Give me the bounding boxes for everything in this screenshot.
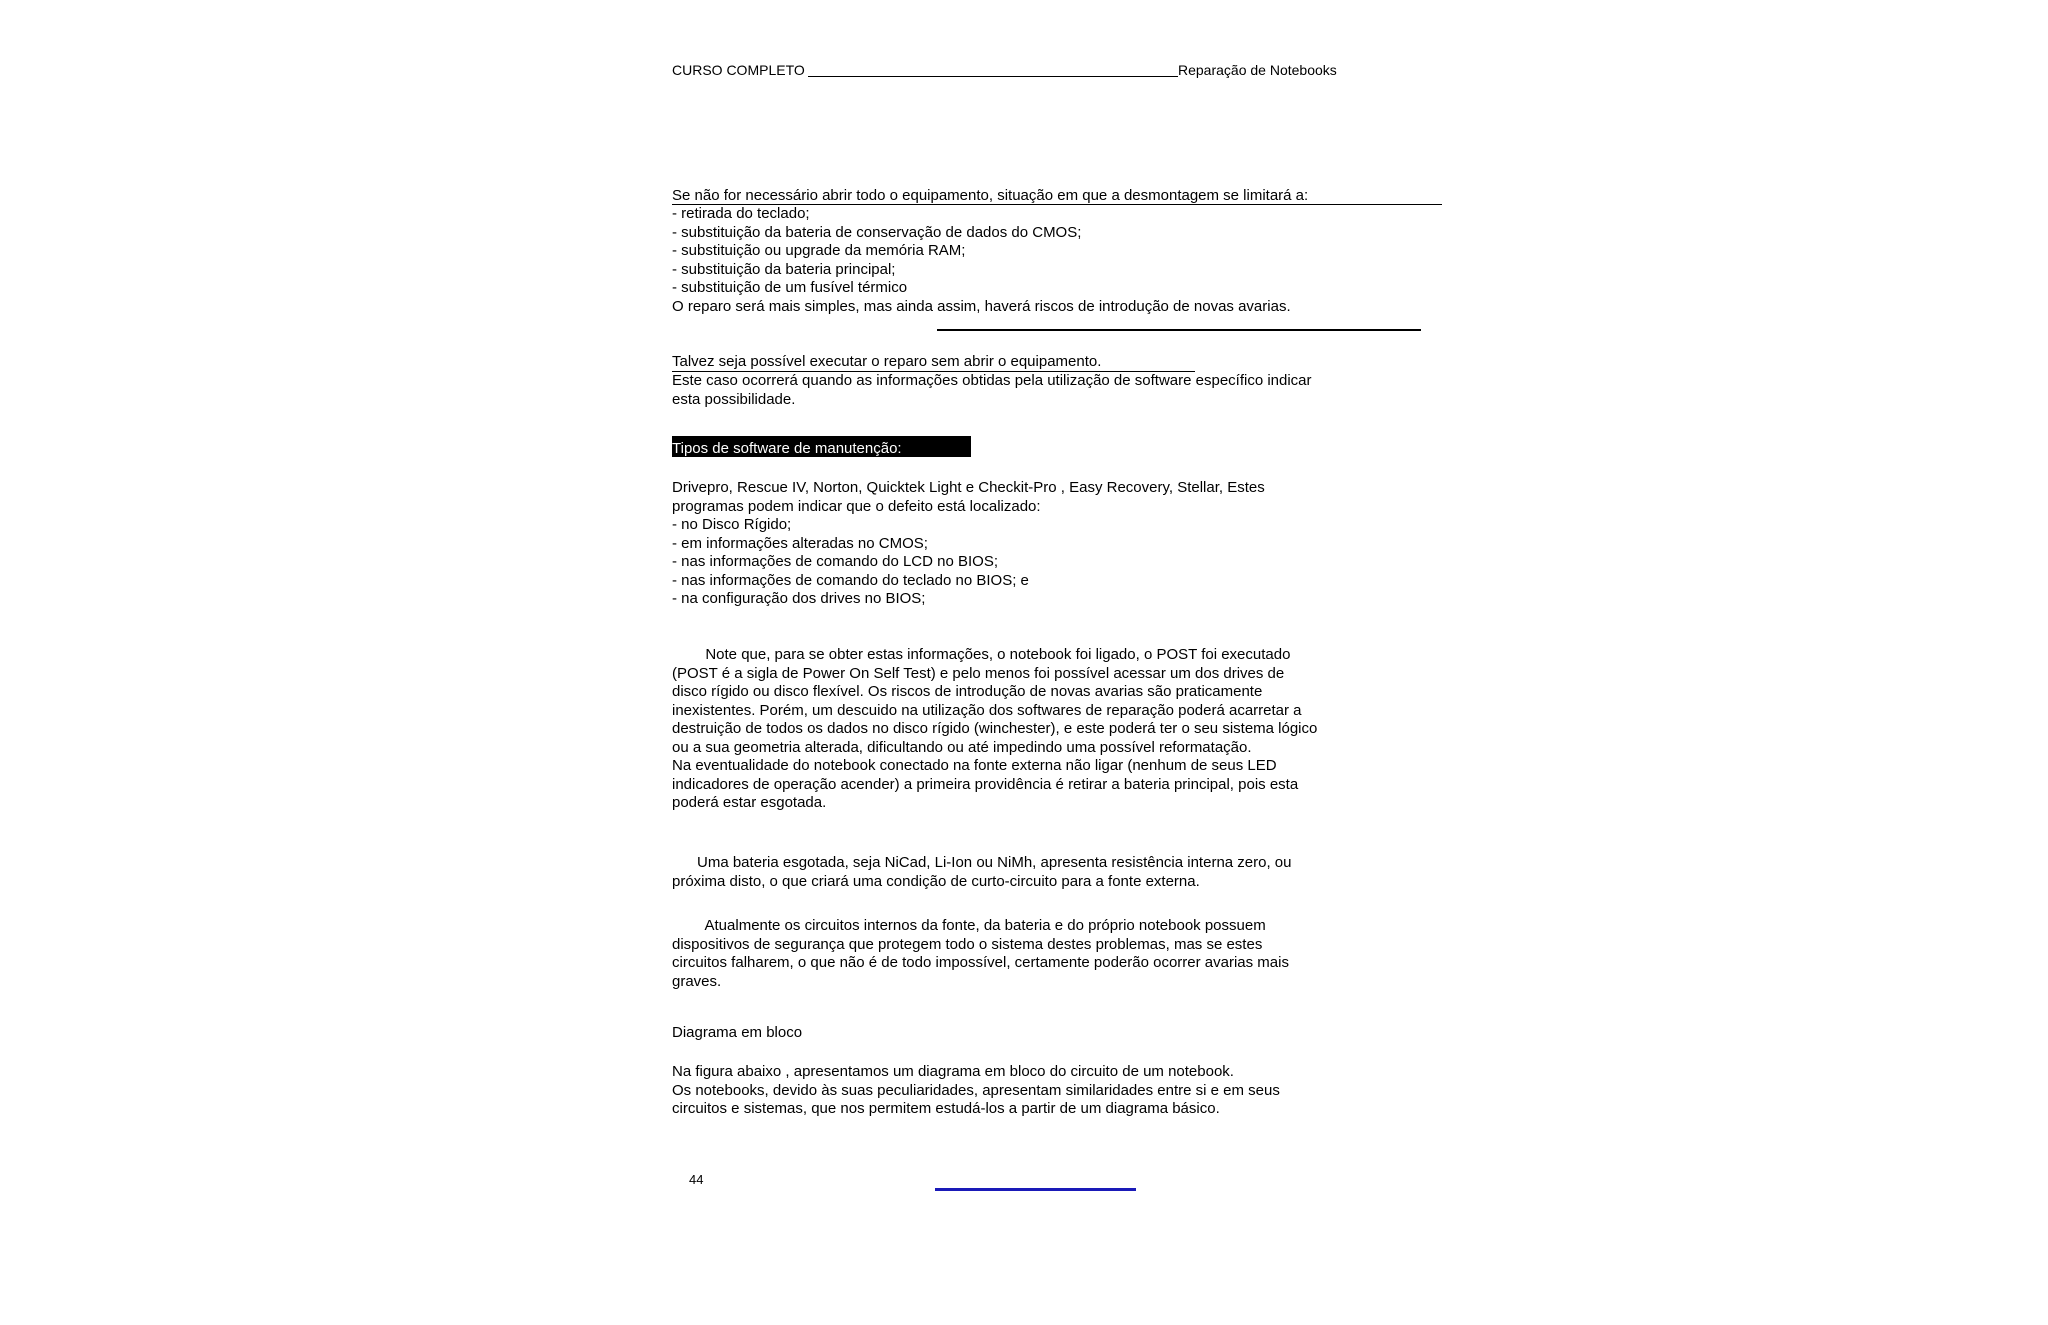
header-rule	[808, 76, 1178, 77]
page-number: 44	[689, 1172, 704, 1187]
section1-item: - substituição ou upgrade da memória RAM;	[672, 242, 966, 259]
note-paragraph-line: Na eventualidade do notebook conectado na fonte externa não ligar (nenhum de seus LED	[672, 757, 1277, 774]
footer-rule	[935, 1188, 1136, 1191]
section1-conclusion: O reparo será mais simples, mas ainda assim, haverá riscos de introdução de novas avarias.	[672, 297, 1291, 315]
section4-line: circuitos e sistemas, que nos permitem estudá-los a partir de um diagrama básico.	[672, 1100, 1220, 1117]
note-paragraph-line: disco rígido ou disco flexível. Os riscos de introdução de novas avarias são praticamente	[672, 683, 1263, 700]
section3-line: programas podem indicar que o defeito está localizado:	[672, 497, 1041, 515]
note-paragraph-line: ou a sua geometria alterada, dificultando ou até impedindo uma possível reformatação.	[672, 738, 1252, 756]
section4-line: Na figura abaixo , apresentamos um diagrama em bloco do circuito de um notebook.	[672, 1063, 1234, 1080]
section3-line: Drivepro, Rescue IV, Norton, Quicktek Light e Checkit-Pro , Easy Recovery, Stellar, Estes	[672, 479, 1265, 496]
circuits-paragraph-line: graves.	[672, 972, 722, 990]
note-paragraph-line: destruição de todos os dados no disco rígido (winchester), e este poderá ter o seu sistema lógico	[672, 720, 1318, 737]
circuits-paragraph-line: Atualmente os circuitos internos da fonte, da bateria e do próprio notebook possuem	[672, 917, 1266, 934]
section1-item: - substituição de um fusível térmico	[672, 279, 908, 296]
section1-item: - substituição da bateria principal;	[672, 260, 896, 278]
section3-line: - nas informações de comando do LCD no BIOS;	[672, 553, 999, 570]
header-left-title: CURSO COMPLETO	[672, 62, 805, 78]
circuits-paragraph-line: dispositivos de segurança que protegem todo o sistema destes problemas, mas se estes	[672, 935, 1263, 953]
battery-paragraph-line: próxima disto, o que criará uma condição de curto-circuito para a fonte externa.	[672, 872, 1200, 890]
section3-line: - na configuração dos drives no BIOS;	[672, 590, 926, 607]
section1-bottom-rule	[937, 329, 1421, 331]
section3-line: - no Disco Rígido;	[672, 516, 792, 533]
note-paragraph-line: indicadores de operação acender) a primeira providência é retirar a bateria principal, pois esta	[672, 775, 1299, 793]
note-paragraph-line: poderá estar esgotada.	[672, 794, 827, 811]
header-right-title: Reparação de Notebooks	[1178, 62, 1337, 78]
section3-heading: Tipos de software de manutenção:	[672, 440, 902, 457]
section4-heading: Diagrama em bloco	[672, 1024, 803, 1041]
section1-heading: Se não for necessário abrir todo o equipamento, situação em que a desmontagem se limitará a:	[672, 187, 1309, 204]
note-paragraph-line: (POST é a sigla de Power On Self Test) e pelo menos foi possível acessar um dos drives de	[672, 664, 1285, 682]
note-paragraph-line: inexistentes. Porém, um descuido na utilização dos softwares de reparação poderá acarretar a	[672, 701, 1302, 719]
section2-heading: Talvez seja possível executar o reparo sem abrir o equipamento.	[672, 353, 1102, 370]
circuits-paragraph-line: circuitos falharem, o que não é de todo impossível, certamente poderão ocorrer avarias mais	[672, 954, 1289, 971]
section2-line: Este caso ocorrerá quando as informações obtidas pela utilização de software específico indicar	[672, 372, 1312, 389]
section4-line: Os notebooks, devido às suas peculiaridades, apresentam similaridades entre si e em seus	[672, 1081, 1280, 1099]
battery-paragraph-line: Uma bateria esgotada, seja NiCad, Li-Ion ou NiMh, apresenta resistência interna zero, ou	[672, 854, 1292, 871]
section1-item: - substituição da bateria de conservação de dados do CMOS;	[672, 223, 1082, 241]
note-paragraph-line: Note que, para se obter estas informações, o notebook foi ligado, o POST foi executado	[672, 646, 1291, 663]
section2-line: esta possibilidade.	[672, 390, 796, 408]
section1-item: - retirada do teclado;	[672, 205, 810, 222]
section3-line: - nas informações de comando do teclado no BIOS; e	[672, 571, 1029, 589]
section3-line: - em informações alteradas no CMOS;	[672, 534, 928, 552]
